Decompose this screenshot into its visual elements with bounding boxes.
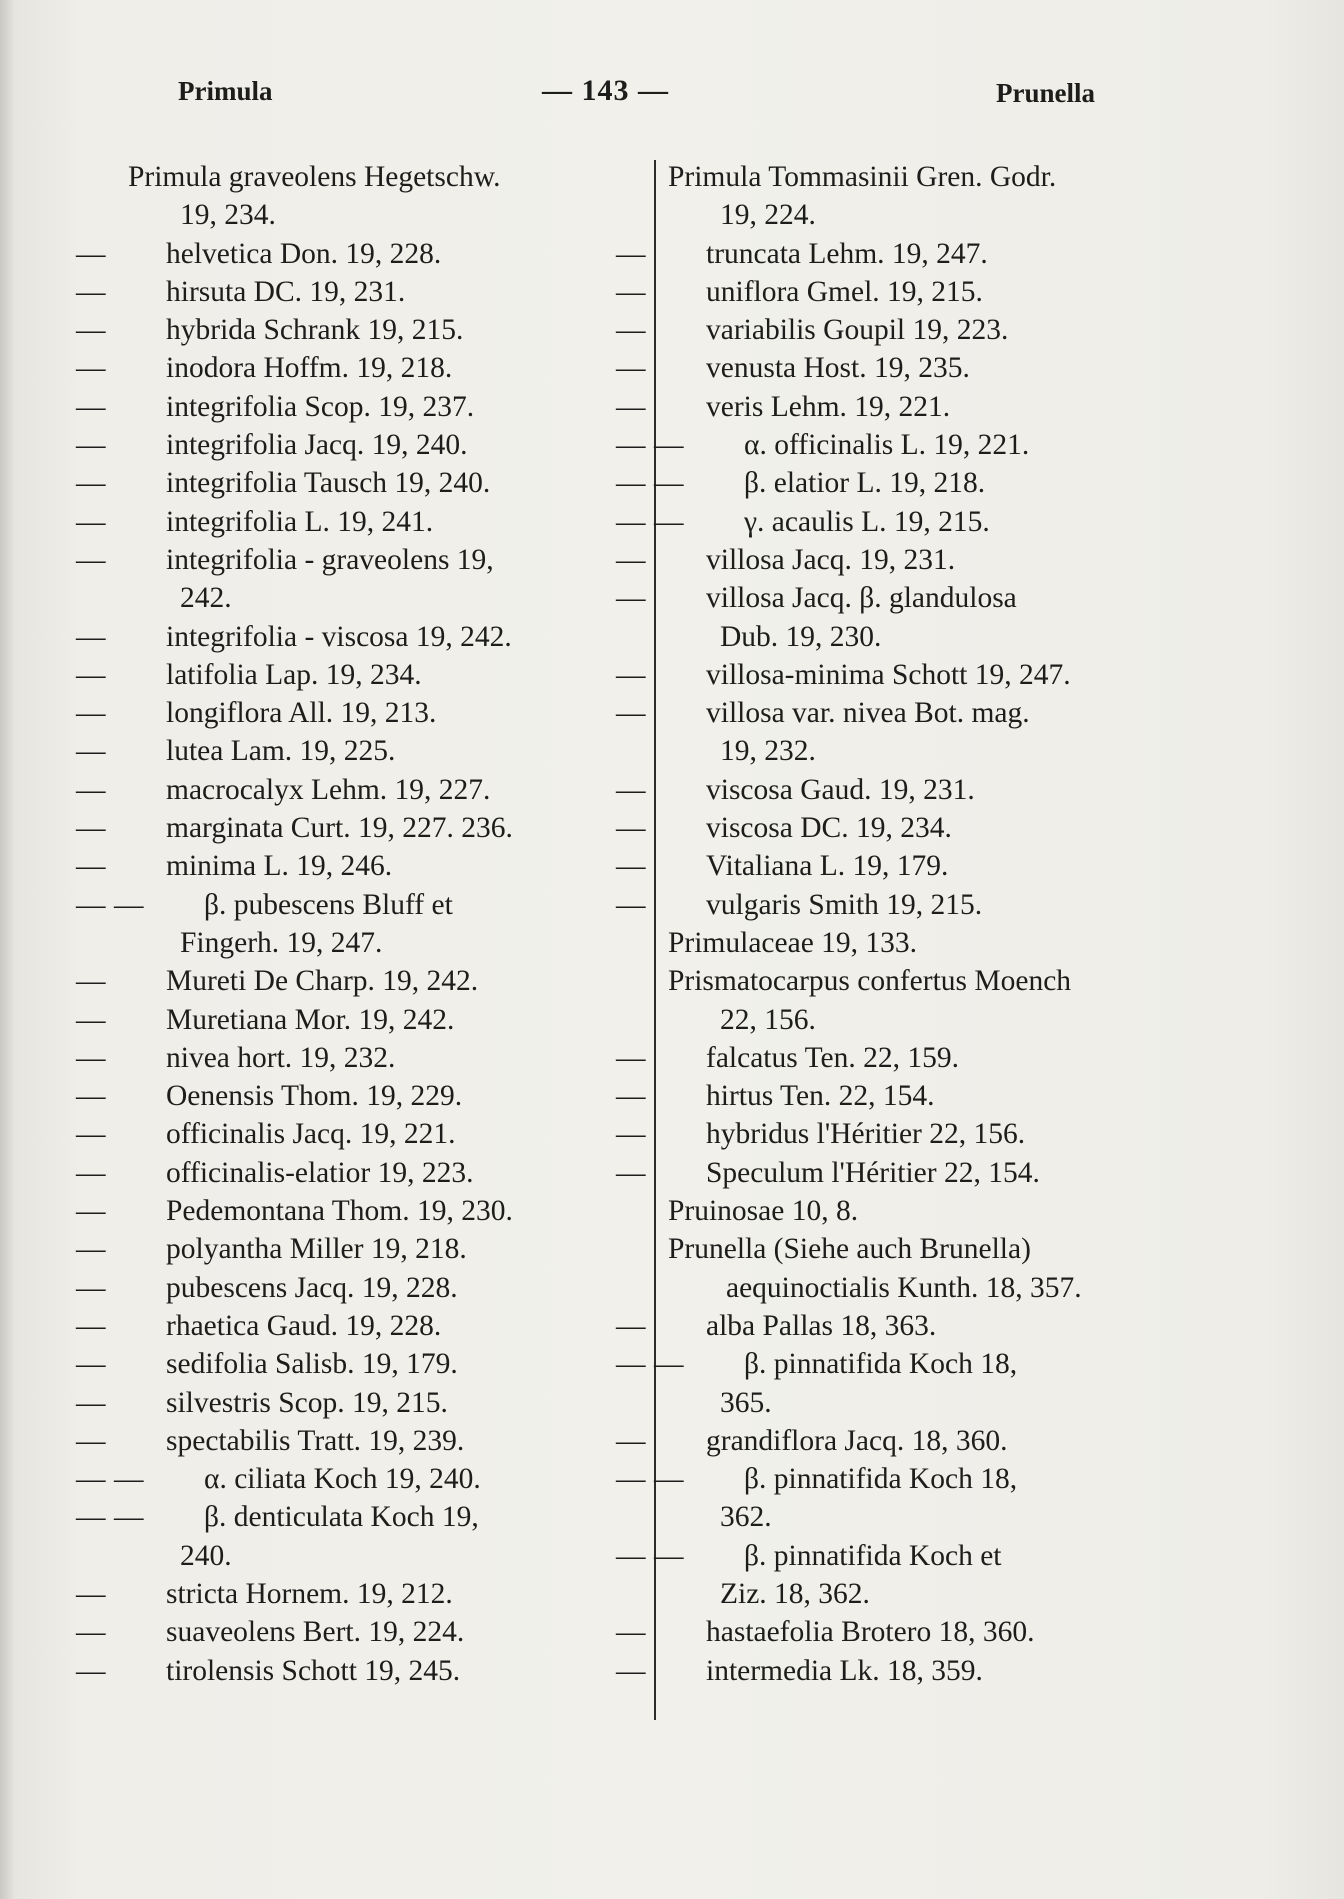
index-entry [128,1384,648,1422]
index-entry-text: polyantha Miller 19, 218. [166,1233,467,1266]
ditto-dash [128,1345,166,1383]
ditto-dash [128,235,166,273]
index-entry-text: helvetica Don. 19, 228. [166,237,442,270]
index-entry [128,656,648,694]
index-entry [668,1230,1208,1268]
index-entry [128,273,648,311]
ditto-dash [668,1115,706,1153]
index-entry-text: β. pinnatifida Koch et [744,1539,1002,1572]
index-entry [128,388,648,426]
index-entry [668,311,1208,349]
ditto-dash [668,579,706,617]
index-entry-text: α. officinalis L. 19, 221. [744,429,1030,462]
index-entry [668,1307,1208,1345]
ditto-dash [166,886,204,924]
index-entry-text: minima L. 19, 246. [166,850,393,883]
index-entry-text: integrifolia L. 19, 241. [166,505,434,538]
ditto-dash [668,1154,706,1192]
index-entry-text: inodora Hoffm. 19, 218. [166,352,453,385]
running-header [0,70,1344,120]
index-entry-text: Prismatocarpus confertus Moench [668,965,1072,998]
index-entry-text: lutea Lam. 19, 225. [166,735,396,768]
index-entry [668,158,1208,196]
ditto-dash [128,1230,166,1268]
index-entry-text: officinalis-elatior 19, 223. [166,1156,474,1189]
ditto-dash [668,771,706,809]
index-entry [668,1460,1208,1498]
ditto-dash [668,1077,706,1115]
ditto-dash [128,541,166,579]
index-entry-text: variabilis Goupil 19, 223. [706,314,1009,347]
index-entry-text: β. pinnatifida Koch 18, [744,1463,1018,1496]
index-entry-text: Oenensis Thom. 19, 229. [166,1080,463,1113]
index-entry-text: Speculum l'Héritier 22, 154. [706,1156,1040,1189]
index-entry-text: alba Pallas 18, 363. [706,1309,937,1342]
ditto-dash [128,1192,166,1230]
ditto-dash [668,235,706,273]
index-entry-text: veris Lehm. 19, 221. [706,390,951,423]
index-entry [128,1077,648,1115]
index-entry [668,426,1208,464]
ditto-dash [128,1307,166,1345]
ditto-dash [128,311,166,349]
header-right-catchword: Prunella [996,78,1095,108]
index-entry-text: hastaefolia Brotero 18, 360. [706,1616,1035,1649]
index-entry [128,1001,648,1039]
index-entry [668,847,1208,885]
ditto-dash [128,1115,166,1153]
index-entry [128,1613,648,1651]
index-entry-text: marginata Curt. 19, 227. 236. [166,812,513,845]
index-entry-text: 19, 234. [180,199,276,232]
ditto-dash [128,388,166,426]
index-column-right [668,158,1208,1690]
index-entry [668,771,1208,809]
index-entry-text: tirolensis Schott 19, 245. [166,1654,461,1687]
ditto-dash [166,1460,204,1498]
index-entry [128,924,648,962]
index-entry-text: Ziz. 18, 362. [720,1577,870,1610]
index-entry-text: viscosa DC. 19, 234. [706,812,952,845]
index-entry [128,541,648,579]
index-entry-text: officinalis Jacq. 19, 221. [166,1118,456,1151]
ditto-dash [668,541,706,579]
index-entry-text: truncata Lehm. 19, 247. [706,237,988,270]
index-entry [668,1001,1208,1039]
index-entry [668,1039,1208,1077]
index-entry-text: sedifolia Salisb. 19, 179. [166,1348,458,1381]
ditto-dash [128,349,166,387]
ditto-dash [166,1498,204,1536]
index-entry [668,1154,1208,1192]
index-entry-text: Dub. 19, 230. [720,620,882,653]
index-entry-text: pubescens Jacq. 19, 228. [166,1271,458,1304]
ditto-dash [706,1537,744,1575]
index-entry [128,349,648,387]
index-entry [128,771,648,809]
index-column-left [128,158,648,1690]
index-entry [668,1077,1208,1115]
index-entry [128,1345,648,1383]
index-entry-text: hybrida Schrank 19, 215. [166,314,464,347]
index-entry-text: α. ciliata Koch 19, 240. [204,1463,481,1496]
index-entry [128,464,648,502]
index-entry [128,1307,648,1345]
index-entry-text: stricta Hornem. 19, 212. [166,1577,453,1610]
index-entry [128,732,648,770]
ditto-dash [128,1652,166,1690]
index-entry [128,196,648,234]
index-entry-text: rhaetica Gaud. 19, 228. [166,1309,442,1342]
index-entry-text: Primula graveolens Hegetschw. [128,161,501,193]
index-entry-text: Vitaliana L. 19, 179. [706,850,949,883]
index-entry-text: venusta Host. 19, 235. [706,352,970,385]
index-entry-text: Muretiana Mor. 19, 242. [166,1003,455,1036]
ditto-dash [668,809,706,847]
ditto-dash [128,847,166,885]
index-entry-text: hybridus l'Héritier 22, 156. [706,1118,1026,1151]
index-entry [128,847,648,885]
index-entry-text: hirtus Ten. 22, 154. [706,1080,935,1113]
index-entry [668,1652,1208,1690]
index-entry [668,1422,1208,1460]
ditto-dash [668,1652,706,1690]
index-entry-text: silvestris Scop. 19, 215. [166,1386,448,1419]
index-entry [668,886,1208,924]
ditto-dash [668,1422,706,1460]
index-entry [668,1384,1208,1422]
book-spine-edge [0,0,14,1899]
index-entry [128,886,648,924]
index-entry [668,732,1208,770]
ditto-dash [128,656,166,694]
index-entry [668,1269,1208,1307]
index-entry [128,1537,648,1575]
index-entry [128,1230,648,1268]
index-entry-text: villosa Jacq. β. glandulosa [706,582,1017,615]
index-entry-text: uniflora Gmel. 19, 215. [706,275,983,308]
index-entry [128,1039,648,1077]
index-entry-text: β. pinnatifida Koch 18, [744,1348,1018,1381]
index-entry-text: β. elatior L. 19, 218. [744,467,986,500]
index-entry [668,694,1208,732]
ditto-dash [668,273,706,311]
index-entry [128,694,648,732]
ditto-dash [128,1039,166,1077]
index-entry-text: γ. acaulis L. 19, 215. [744,505,990,538]
ditto-dash [668,694,706,732]
ditto-dash [128,464,166,502]
index-entry [128,1460,648,1498]
ditto-dash [128,1154,166,1192]
ditto-dash [706,464,744,502]
ditto-dash [128,771,166,809]
index-entry-text: integrifolia - viscosa 19, 242. [166,620,512,653]
index-entry [668,1575,1208,1613]
index-entry-text: falcatus Ten. 22, 159. [706,1041,959,1074]
index-entry [668,1115,1208,1153]
index-entry [668,464,1208,502]
index-entry-text: macrocalyx Lehm. 19, 227. [166,773,491,806]
index-entry [128,618,648,656]
index-entry [668,1537,1208,1575]
ditto-dash [668,1039,706,1077]
index-entry [128,809,648,847]
index-entry [668,656,1208,694]
ditto-dash [128,1077,166,1115]
index-entry-text: villosa-minima Schott 19, 247. [706,658,1071,691]
index-entry [128,158,648,196]
index-entry [668,349,1208,387]
index-entry [668,1498,1208,1536]
index-entry [668,962,1208,1000]
index-entry [128,503,648,541]
index-entry [128,1422,648,1460]
index-entry-text: vulgaris Smith 19, 215. [706,888,983,921]
index-entry-text: 22, 156. [720,1003,816,1036]
ditto-dash [128,809,166,847]
ditto-dash [706,1345,744,1383]
index-entry-text: latifolia Lap. 19, 234. [166,658,422,691]
index-entry-text: nivea hort. 19, 232. [166,1041,396,1074]
index-entry-text: Pedemontana Thom. 19, 230. [166,1195,513,1228]
index-entry [668,388,1208,426]
ditto-dash [128,1001,166,1039]
ditto-dash [128,618,166,656]
ditto-dash [128,273,166,311]
ditto-dash [128,426,166,464]
index-entry [128,1269,648,1307]
ditto-dash [128,1575,166,1613]
index-entry [128,1498,648,1536]
index-entry [128,579,648,617]
index-entry-text: integrifolia Jacq. 19, 240. [166,429,468,462]
index-entry-text: hirsuta DC. 19, 231. [166,275,406,308]
index-entry-text: Prunella (Siehe auch Brunella) [668,1233,1031,1266]
ditto-dash [668,886,706,924]
ditto-dash [128,1384,166,1422]
ditto-dash [128,1613,166,1651]
ditto-dash [668,349,706,387]
index-entry-text: 240. [180,1539,232,1572]
index-entry [128,1652,648,1690]
index-entry-text: aequinoctialis Kunth. 18, 357. [726,1271,1082,1304]
index-entry-text: 365. [720,1386,772,1419]
index-entry [668,1192,1208,1230]
index-entry [668,618,1208,656]
ditto-dash [668,311,706,349]
index-entry [668,809,1208,847]
ditto-dash [128,1269,166,1307]
ditto-dash [706,426,744,464]
index-entry-text: Primula Tommasinii Gren. Godr. [668,161,1057,193]
index-entry-text: villosa var. nivea Bot. mag. [706,697,1030,730]
index-entry [668,503,1208,541]
index-entry-text: 19, 224. [720,199,816,232]
index-entry-text: viscosa Gaud. 19, 231. [706,773,975,806]
ditto-dash [128,503,166,541]
index-entry-text: Fingerh. 19, 247. [180,926,383,959]
index-entry [668,924,1208,962]
index-entry [668,579,1208,617]
index-entry-text: 362. [720,1501,772,1534]
index-entry-text: β. pubescens Bluff et [204,888,453,921]
index-entry [668,196,1208,234]
index-entry-text: longiflora All. 19, 213. [166,697,437,730]
index-entry-text: grandiflora Jacq. 18, 360. [706,1424,1008,1457]
index-entry-text: spectabilis Tratt. 19, 239. [166,1424,465,1457]
ditto-dash [128,1422,166,1460]
index-entry-text: integrifolia Scop. 19, 237. [166,390,475,423]
index-entry [128,1115,648,1153]
index-entry [128,1575,648,1613]
index-entry-text: Primulaceae 19, 133. [668,926,918,959]
index-entry [128,1154,648,1192]
index-entry [668,273,1208,311]
ditto-dash [668,388,706,426]
ditto-dash [706,503,744,541]
index-entry [668,1613,1208,1651]
index-entry-text: Pruinosae 10, 8. [668,1195,859,1228]
ditto-dash [668,847,706,885]
ditto-dash [668,1307,706,1345]
ditto-dash [128,732,166,770]
page-number: — 143 — [542,74,669,107]
index-entry [668,1345,1208,1383]
index-entry [668,235,1208,273]
ditto-dash [668,1613,706,1651]
index-entry-text: β. denticulata Koch 19, [204,1501,479,1534]
index-entry [128,962,648,1000]
index-entry [668,541,1208,579]
index-entry-text: integrifolia Tausch 19, 240. [166,467,491,500]
index-entry-text: 19, 232. [720,735,816,768]
index-entry [128,311,648,349]
index-entry-text: suaveolens Bert. 19, 224. [166,1616,465,1649]
index-entry-text: intermedia Lk. 18, 359. [706,1654,983,1687]
index-entry [128,426,648,464]
ditto-dash [668,656,706,694]
ditto-dash [128,694,166,732]
index-entry-text: 242. [180,582,232,615]
header-left-catchword: Primula [178,76,273,106]
index-entry-text: integrifolia - graveolens 19, [166,543,494,576]
index-entry-text: villosa Jacq. 19, 231. [706,543,956,576]
ditto-dash [128,962,166,1000]
ditto-dash [706,1460,744,1498]
index-entry [128,235,648,273]
index-entry [128,1192,648,1230]
index-entry-text: Mureti De Charp. 19, 242. [166,965,479,998]
